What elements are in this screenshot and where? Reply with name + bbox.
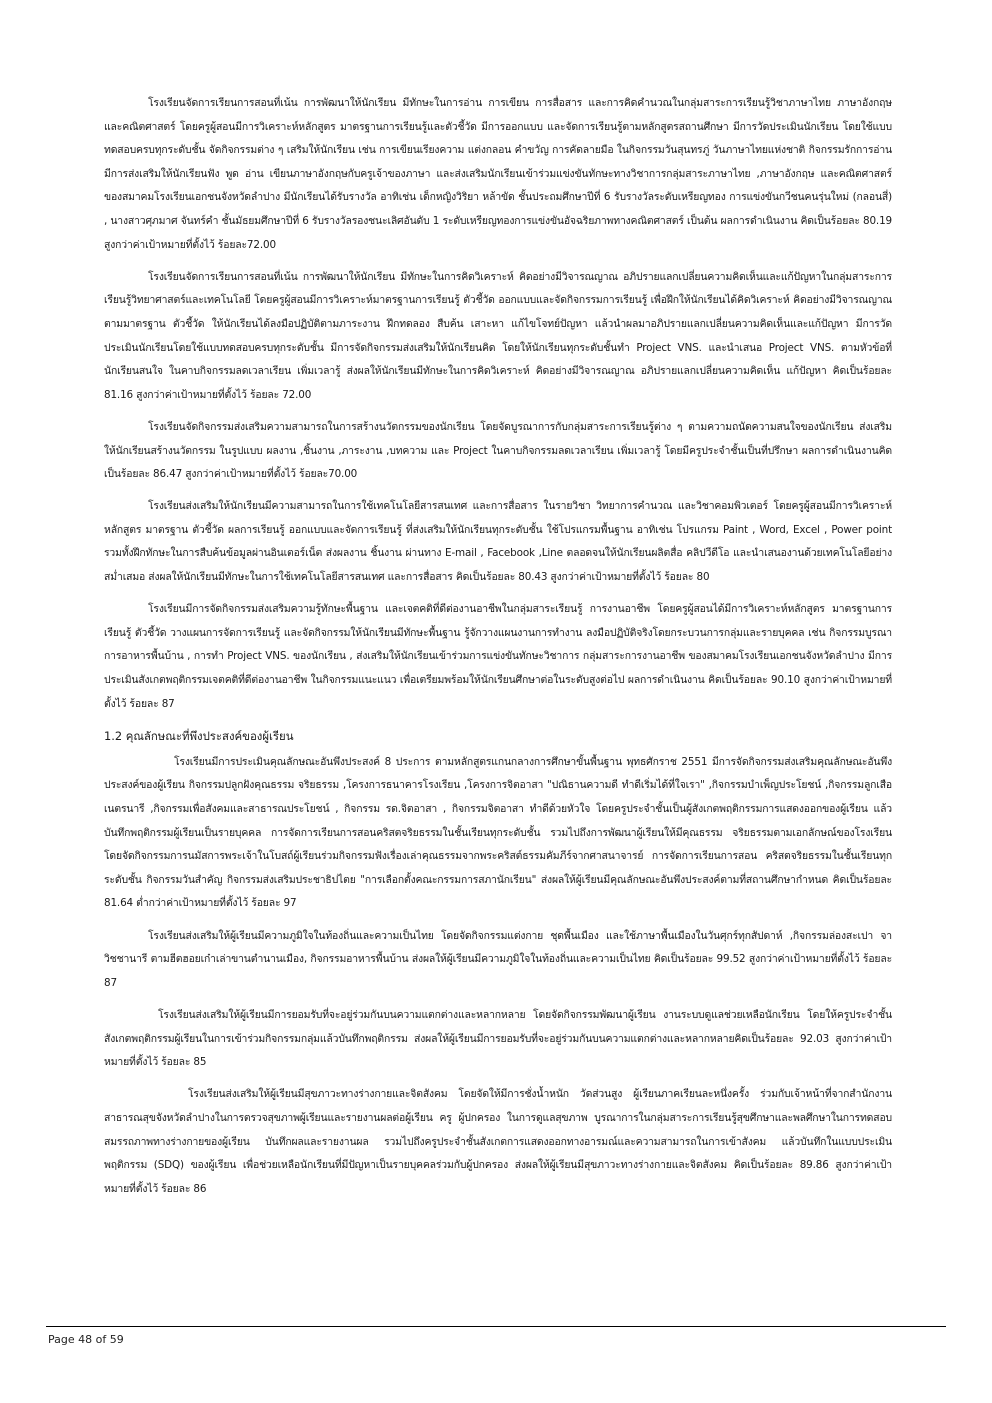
paragraph-local-pride: โรงเรียนส่งเสริมให้ผู้เรียนมีความภูมิใจในท้องถิ่นและความเป็นไทย โดยจัดกิจกรรมแต่งกาย ชุดพื้นเมือง และใช้ภาษาพื้นเมืองในวันศุกร์ทุกสัปดาห์ ,กิจกรรมล่องสะเปา จาวิชชานารี ตามฮีตฮอยเก๋าเล่าขานตำนานเมือง, กิจกรรมอาหารพื้นบ้าน ส่งผลให้ผู้เรียนมีความภูมิใจในท้องถิ่นและความเป็นไทย คิดเป็นร้อยละ 99.52 สูงกว่าค่าเป้าหมายที่ตั้งไว้ ร้อยละ 87: [104, 929, 892, 989]
footer-divider: [46, 1326, 946, 1327]
paragraph-innovation: โรงเรียนจัดกิจกรรมส่งเสริมความสามารถในการสร้างนวัตกรรมของนักเรียน โดยจัดบูรณาการกับกลุ่มสาระการเรียนรู้ต่าง ๆ ตามความถนัดความสนใจของนักเรียน ส่งเสริมให้นักเรียนสร้างนวัตกรรม ในรูปแบบ ผลงาน ,ชิ้นงาน ,ภาระงาน ,บทความ และ Project ในคาบกิจกรรมลดเวลาเรียน เพิ่มเวลารู้ โดยมีครูประจำชั้นเป็นที่ปรึกษา ผลการดำเนินงานคิดเป็นร้อยละ 86.47 สูงกว่าค่าเป้าหมายที่ตั้งไว้ ร้อยละ70.00: [104, 420, 892, 481]
page-number: Page 48 of 59: [48, 1333, 124, 1346]
paragraph-ict-skills: โรงเรียนส่งเสริมให้นักเรียนมีความสามารถในการใช้เทคโนโลยีสารสนเทศ และการสื่อสาร ในรายวิชา วิทยาการคำนวณ และวิชาคอมพิวเตอร์ โดยครูผู้สอนมีการวิเคราะห์หลักสูตร มาตรฐาน ตัวชี้วัด ผลการเรียนรู้ ออกแบบและจัดการเรียนรู้ ที่ส่งเสริมให้นักเรียนทุกระดับชั้น ใช้โปรแกรมพื้นฐาน อาทิเช่น โปรแกรม Paint , Word, Excel , Power point รวมทั้งฝึกทักษะในการสืบค้นข้อมูลผ่านอินเตอร์เน็ต ส่งผลงาน ชิ้นงาน ผ่านทาง E-mail , Facebook ,Line ตลอดจนให้นักเรียนผลิตสื่อ คลิปวีดีโอ และนำเสนองานด้วยเทคโนโลยีอย่างสม่ำเสมอ ส่งผลให้นักเรียนมีทักษะในการใช้เทคโนโลยีสารสนเทศ และการสื่อสาร คิดเป็นร้อยละ 80.43 สูงกว่าค่าเป้าหมายที่ตั้งไว้ ร้อยละ 80: [104, 500, 892, 584]
paragraph-vocational: โรงเรียนมีการจัดกิจกรรมส่งเสริมความรู้ทักษะพื้นฐาน และเจตคติที่ดีต่องานอาชีพในกลุ่มสาระเรียนรู้ การงานอาชีพ โดยครูผู้สอนได้มีการวิเคราะห์หลักสูตร มาตรฐานการเรียนรู้ ตัวชี้วัด วางแผนการจัดการเรียนรู้ และจัดกิจกรรมให้นักเรียนมีทักษะพื้นฐาน รู้จักวางแผนงานการทำงาน ลงมือปฏิบัติจริงโดยกระบวนการกลุ่มและรายบุคคล เช่น กิจกรรมบูรณาการอาหารพื้นบ้าน , การทำ Project VNS. ของนักเรียน , ส่งเสริมให้นักเรียนเข้าร่วมการแข่งขันทักษะวิชาการ กลุ่มสาระการงานอาชีพ ของสมาคมโรงเรียนเอกชนจังหวัดลำปาง มีการประเมินสังเกตพฤติกรรมเจตคติที่ดีต่องานอาชีพ ในกิจกรรมแนะแนว เพื่อเตรียมพร้อมให้นักเรียนศึกษาต่อในระดับสูงต่อไป ผลการดำเนินงาน คิดเป็นร้อยละ 90.10 สูงกว่าค่าเป้าหมายที่ตั้งไว้ ร้อยละ 87: [104, 603, 892, 710]
paragraph-critical-thinking: โรงเรียนจัดการเรียนการสอนที่เน้น การพัฒนาให้นักเรียน มีทักษะในการคิดวิเคราะห์ คิดอย่างมีวิจารณญาณ อภิปรายแลกเปลี่ยนความคิดเห็นและแก้ปัญหาในกลุ่มสาระการเรียนรู้วิทยาศาสตร์และเทคโนโลยี โดยครูผู้สอนมีการวิเคราะห์มาตรฐานการเรียนรู้ ตัวชี้วัด ออกแบบและจัดกิจกรรมการเรียนรู้ เพื่อฝึกให้นักเรียนได้คิดวิเคราะห์ คิดอย่างมีวิจารณญาณ ตามมาตรฐาน ตัวชี้วัด ให้นักเรียนได้ลงมือปฏิบัติตามภาระงาน ฝึกทดลอง สืบค้น เสาะหา แก้ไขโจทย์ปัญหา แล้วนำผลมาอภิปรายแลกเปลี่ยนความคิดเห็นและแก้ปัญหา มีการวัดประเมินนักเรียนโดยใช้แบบทดสอบครบทุกระดับชั้น มีการจัดกิจกรรมส่งเสริมให้นักเรียนคิด โดยให้นักเรียนทุกระดับชั้นทำ Project VNS. และนำเสนอ Project VNS. ตามหัวข้อที่นักเรียนสนใจ ในคาบกิจกรรมลดเวลาเรียน เพิ่มเวลารู้ ส่งผลให้นักเรียนมีทักษะในการคิดวิเคราะห์ คิดอย่างมีวิจารณญาณ อภิปรายแลกเปลี่ยนความคิดเห็น แก้ปัญหา คิดเป็นร้อยละ 81.16 สูงกว่าค่าเป้าหมายที่ตั้งไว้ ร้อยละ 72.00: [104, 270, 892, 401]
paragraph-health: โรงเรียนส่งเสริมให้ผู้เรียนมีสุขภาวะทางร่างกายและจิตสังคม โดยจัดให้มีการชั่งน้ำหนัก วัดส่วนสูง ผู้เรียนภาคเรียนละหนึ่งครั้ง ร่วมกับเจ้าหน้าที่จากสำนักงานสาธารณสุขจังหวัดลำปางในการตรวจสุขภาพผู้เรียนและรายงานผลต่อผู้เรียน ครู ผู้ปกครอง ในการดูแลสุขภาพ บูรณาการในกลุ่มสาระการเรียนรู้สุขศึกษาและพลศึกษาในการทดสอบสมรรถภาพทางร่างกายของผู้เรียน บันทึกผลและรายงานผล รวมไปถึงครูประจำชั้นสังเกตการแสดงออกทางอารมณ์และความสามารถในการเข้าสังคม แล้วบันทึกในแบบประเมินพฤติกรรม (SDQ) ของผู้เรียน เพื่อช่วยเหลือนักเรียนที่มีปัญหาเป็นรายบุคคลร่วมกับผู้ปกครอง ส่งผลให้ผู้เรียนมีสุขภาวะทางร่างกายและจิตสังคม คิดเป็นร้อยละ 89.86 สูงกว่าค่าเป้าหมายที่ตั้งไว้ ร้อยละ 86: [104, 1088, 892, 1195]
section-heading: 1.2 คุณลักษณะที่พึงประสงค์ของผู้เรียน: [104, 728, 294, 743]
page-content: [104, 92, 892, 1210]
paragraph-reading-writing: โรงเรียนจัดการเรียนการสอนที่เน้น การพัฒนาให้นักเรียน มีทักษะในการอ่าน การเขียน การสื่อสาร และการคิดคำนวณในกลุ่มสาระการเรียนรู้วิชาภาษาไทย ภาษาอังกฤษ และคณิตศาสตร์ โดยครูผู้สอนมีการวิเคราะห์หลักสูตร มาตรฐานการเรียนรู้และตัวชี้วัด มีการออกแบบ และจัดการเรียนรู้ตามหลักสูตรสถานศึกษา มีการวัดประเมินนักเรียน โดยใช้แบบทดสอบครบทุกระดับชั้น จัดกิจกรรมต่าง ๆ เสริมให้นักเรียน เช่น การเขียนเรียงความ แต่งกลอน คำขวัญ การคัดลายมือ ในกิจกรรมวันสุนทรภู่ วันภาษาไทยแห่งชาติ กิจกรรมรักการอ่าน มีการส่งเสริมให้นักเรียนฟัง พูด อ่าน เขียนภาษาอังกฤษกับครูเจ้าของภาษา และส่งเสริมนักเรียนเข้าร่วมแข่งขันทักษะทางวิชาการกลุ่มสาระภาษาไทย ,ภาษาอังกฤษ และคณิตศาสตร์ ของสมาคมโรงเรียนเอกชนจังหวัดลำปาง มีนักเรียนได้รับรางวัล อาทิเช่น เด็กหญิงวิริยา หล้าขัด ชั้นประถมศึกษาปีที่ 6 รับรางวัลระดับเหรียญทอง การแข่งขันกวีชนคนรุ่นใหม่ (กลอนสี่) , นางสาวศุภมาศ จันทร์คำ ชั้นมัธยมศึกษาปีที่ 6 รับรางวัลรองชนะเลิศอันดับ 1 ระดับเหรียญทองการแข่งขันอัจฉริยภาพทางคณิตศาสตร์ เป็นต้น ผลการดำเนินงาน คิดเป็นร้อยละ 80.19 สูงกว่าค่าเป้าหมายที่ตั้งไว้ ร้อยละ72.00: [104, 97, 892, 251]
paragraph-desired-characteristics: โรงเรียนมีการประเมินคุณลักษณะอันพึงประสงค์ 8 ประการ ตามหลักสูตรแกนกลางการศึกษาขั้นพื้นฐาน พุทธศักราช 2551 มีการจัดกิจกรรมส่งเสริมคุณลักษณะอันพึงประสงค์ของผู้เรียน กิจกรรมปลูกฝังคุณธรรม จริยธรรม ,โครงการธนาคารโรงเรียน ,โครงการจิตอาสา "ปณิธานความดี ทำดีเริ่มได้ที่ใจเรา" ,กิจกรรมบำเพ็ญประโยชน์ ,กิจกรรมลูกเสือ เนตรนารี ,กิจกรรมเพื่อสังคมและสาธารณประโยชน์ , กิจกรรม รด.จิตอาสา , กิจกรรมจิตอาสา ทำดีด้วยหัวใจ โดยครูประจำชั้นเป็นผู้สังเกตพฤติกรรมการแสดงออกของผู้เรียน แล้วบันทึกพฤติกรรมผู้เรียนเป็นรายบุคคล การจัดการเรียนการสอนคริสตจริยธรรมในชั้นเรียนทุกระดับชั้น รวมไปถึงการพัฒนาผู้เรียนให้มีคุณธรรม จริยธรรมตามเอกลักษณ์ของโรงเรียน โดยจัดกิจกรรมการนมัสการพระเจ้าในโบสถ์ผู้เรียนร่วมกิจกรรมฟังเรื่องเล่าคุณธรรมจากพระคริสต์ธรรมคัมภีร์จากศาสนาจารย์ การจัดการเรียนการสอน คริสตจริยธรรมในชั้นเรียนทุกระดับชั้น กิจกรรมวันสำคัญ กิจกรรมส่งเสริมประชาธิปไตย "การเลือกตั้งคณะกรรมการสภานักเรียน" ส่งผลให้ผู้เรียนมีคุณลักษณะอันพึงประสงค์ตามที่สถานศึกษากำหนด คิดเป็นร้อยละ 81.64 ต่ำกว่าค่าเป้าหมายที่ตั้งไว้ ร้อยละ 97: [104, 755, 892, 910]
paragraph-diversity: โรงเรียนส่งเสริมให้ผู้เรียนมีการยอมรับที่จะอยู่ร่วมกันบนความแตกต่างและหลากหลาย โดยจัดกิจกรรมพัฒนาผู้เรียน งานระบบดูแลช่วยเหลือนักเรียน โดยให้ครูประจำชั้นสังเกตพฤติกรรมผู้เรียนในการเข้าร่วมกิจกรรมกลุ่มแล้วบันทึกพฤติกรรม ส่งผลให้ผู้เรียนมีการยอมรับที่จะอยู่ร่วมกันบนความแตกต่างและหลากหลายคิดเป็นร้อยละ 92.03 สูงกว่าค่าเป้าหมายที่ตั้งไว้ ร้อยละ 85: [104, 1008, 892, 1069]
